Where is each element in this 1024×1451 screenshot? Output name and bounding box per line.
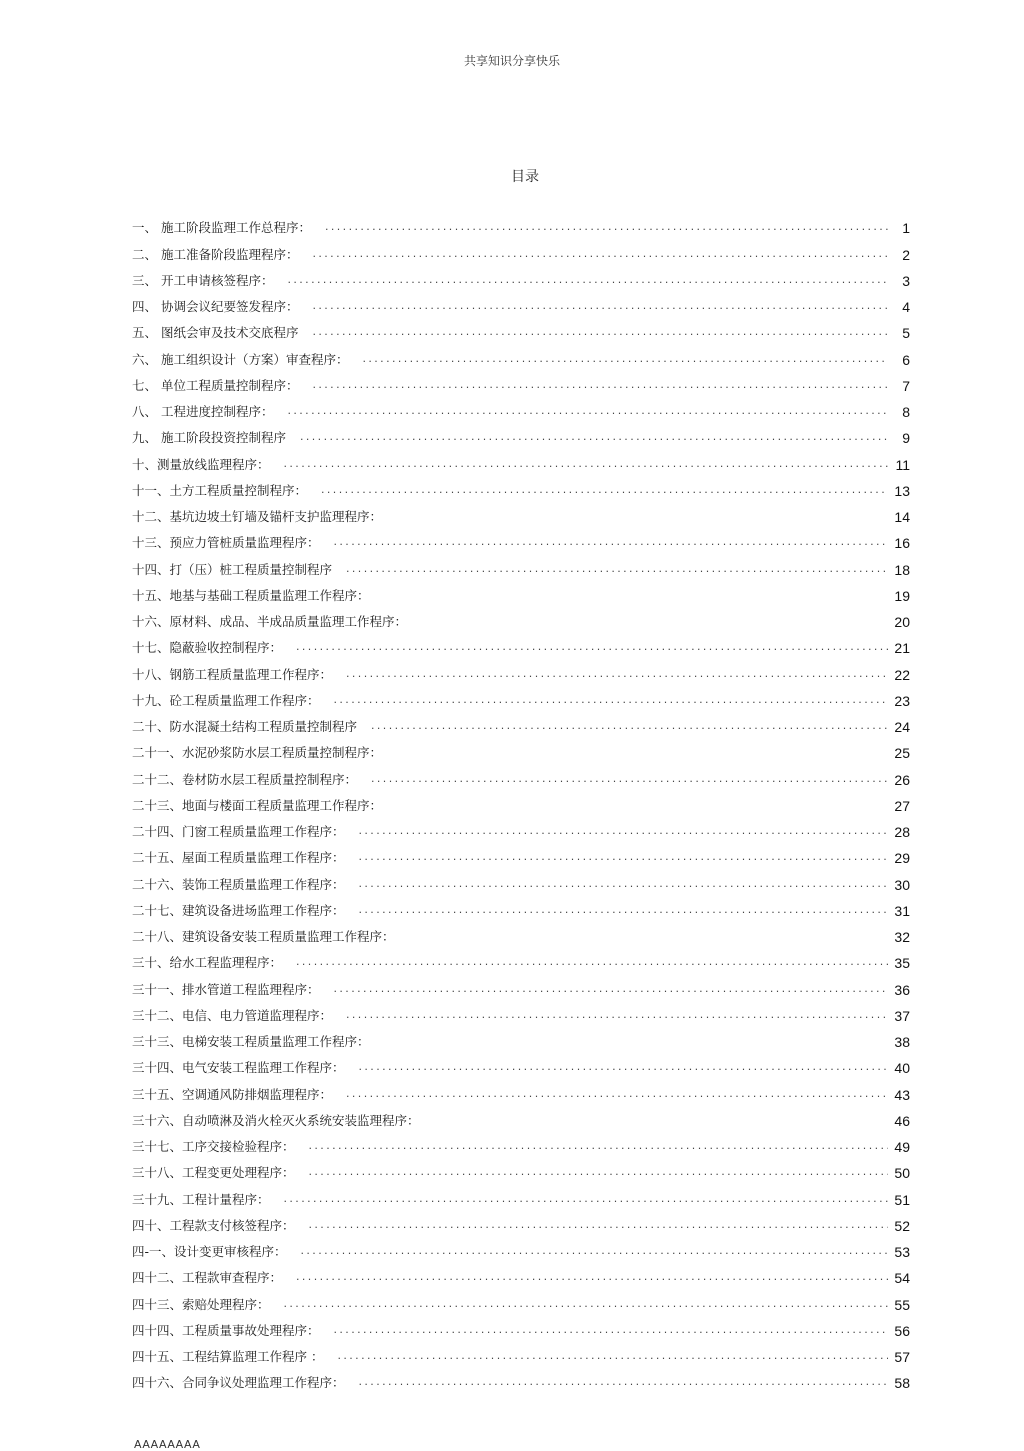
toc-entry[interactable]	[132, 656, 910, 682]
toc-entry[interactable]	[132, 1129, 910, 1155]
toc-entry-label: 四十二、工程款审查程序：	[132, 1270, 283, 1286]
toc-entry-page-number: 55	[894, 1296, 910, 1313]
toc-dot-leader	[334, 982, 888, 996]
toc-entry-page-number: 6	[902, 351, 910, 368]
toc-entry-label: 三十三、电梯安装工程质量监理工作程序：	[132, 1034, 370, 1049]
toc-entry[interactable]	[132, 499, 910, 525]
toc-entry-page-number: 24	[894, 719, 910, 735]
toc-dot-leader	[287, 273, 888, 287]
toc-entry-label: 四、 协调会议纪要签发程序：	[132, 299, 299, 314]
toc-entry-page-number: 38	[894, 1034, 910, 1050]
toc-entry[interactable]	[132, 971, 910, 997]
toc-entry-label: 十九、砼工程质量监理工作程序：	[132, 692, 320, 708]
toc-entry[interactable]	[132, 210, 910, 236]
toc-dot-leader	[359, 877, 888, 891]
toc-entry[interactable]	[132, 1339, 910, 1365]
toc-entry-page-number: 51	[894, 1191, 910, 1208]
toc-entry-page-number: 30	[894, 876, 910, 893]
toc-entry-label: 七、 单位工程质量控制程序：	[132, 377, 299, 393]
toc-entry[interactable]	[132, 709, 910, 735]
toc-entry-label: 十五、地基与基础工程质量监理工作程序：	[132, 587, 370, 603]
toc-entry[interactable]	[132, 1050, 910, 1076]
toc-dot-leader	[371, 772, 888, 786]
toc-dot-leader	[309, 1165, 888, 1179]
toc-entry-label: 八、 工程进度控制程序：	[132, 404, 274, 419]
toc-entry[interactable]	[132, 1313, 910, 1339]
toc-entry[interactable]	[132, 604, 910, 630]
toc-entry-label: 十三、预应力管桩质量监理程序：	[132, 535, 320, 551]
toc-entry[interactable]	[132, 289, 910, 315]
toc-entry-page-number: 27	[894, 797, 910, 814]
toc-entry[interactable]	[132, 788, 910, 814]
toc-entry[interactable]	[132, 630, 910, 656]
toc-entry[interactable]	[132, 1260, 910, 1286]
toc-entry-label: 二十三、地面与楼面工程质量监理工作程序：	[132, 797, 383, 813]
toc-entry-page-number: 35	[894, 955, 910, 972]
toc-entry-page-number: 53	[894, 1244, 910, 1260]
toc-entry-page-number: 13	[894, 482, 910, 499]
toc-entry-page-number: 5	[902, 325, 910, 342]
toc-entry-label: 二、 施工准备阶段监理程序：	[132, 246, 299, 262]
table-of-contents	[132, 210, 910, 1391]
toc-entry-page-number: 54	[894, 1270, 910, 1287]
toc-dot-leader	[359, 824, 888, 838]
toc-entry-label: 九、 施工阶段投资控制程序	[132, 430, 286, 446]
toc-entry-label: 四十六、合同争议处理监理工作程序：	[132, 1375, 345, 1391]
toc-entry-page-number: 58	[894, 1375, 910, 1392]
toc-entry[interactable]	[132, 1024, 910, 1050]
toc-entry-label: 二十一、水泥砂浆防水层工程质量控制程序：	[132, 745, 383, 761]
toc-entry-page-number: 57	[894, 1349, 910, 1365]
toc-entry[interactable]	[132, 236, 910, 262]
toc-dot-leader	[359, 903, 888, 917]
toc-dot-leader	[309, 1139, 888, 1153]
toc-entry-label: 三十四、电气安装工程监理工作程序：	[132, 1060, 345, 1076]
toc-entry[interactable]	[132, 1234, 910, 1260]
toc-entry-label: 二十四、门窗工程质量监理工作程序：	[132, 824, 345, 839]
toc-dot-leader	[301, 1244, 888, 1258]
toc-dot-leader	[337, 1349, 888, 1363]
toc-entry-page-number: 36	[894, 981, 910, 998]
toc-entry-page-number: 4	[902, 299, 910, 315]
toc-entry-label: 二十五、屋面工程质量监理工作程序：	[132, 850, 345, 866]
toc-dot-leader	[359, 850, 888, 864]
toc-dot-leader	[296, 955, 888, 969]
toc-dot-leader	[312, 247, 888, 261]
toc-entry-label: 十八、钢筋工程质量监理工作程序：	[132, 666, 333, 682]
toc-entry[interactable]	[132, 1286, 910, 1312]
toc-entry-page-number: 19	[894, 587, 910, 604]
toc-entry-page-number: 40	[894, 1060, 910, 1077]
toc-entry[interactable]	[132, 840, 910, 866]
toc-entry-label: 三、 开工申请核签程序：	[132, 272, 274, 288]
toc-dot-leader	[334, 535, 888, 549]
toc-entry-label: 四十五、工程结算监理工作程序 ：	[132, 1349, 324, 1364]
toc-entry-page-number: 16	[894, 535, 910, 552]
toc-entry[interactable]	[132, 735, 910, 761]
toc-dot-leader	[346, 562, 888, 576]
toc-entry[interactable]	[132, 315, 910, 341]
toc-entry-page-number: 2	[902, 246, 910, 263]
toc-entry-label: 二十七、建筑设备进场监理工作程序：	[132, 902, 345, 918]
toc-entry[interactable]	[132, 263, 910, 289]
toc-entry-label: 十一、土方工程质量控制程序：	[132, 482, 308, 498]
toc-entry[interactable]	[132, 919, 910, 945]
toc-entry-page-number: 22	[894, 666, 910, 683]
toc-entry-page-number: 3	[902, 272, 910, 289]
toc-entry-label: 十四、打（压）桩工程质量控制程序	[132, 561, 333, 577]
toc-dot-leader	[321, 483, 888, 497]
toc-dot-leader	[346, 1008, 888, 1022]
toc-entry-label: 三十九、工程计量程序：	[132, 1191, 270, 1207]
toc-entry-label: 十六、原材料、成品、半成品质量监理工作程序：	[132, 614, 408, 629]
toc-entry-label: 四十三、索赔处理程序：	[132, 1296, 270, 1312]
toc-entry-page-number: 50	[894, 1165, 910, 1182]
toc-dot-leader	[359, 1060, 888, 1074]
toc-entry-page-number: 28	[894, 824, 910, 840]
page-header: 共享知识分享快乐	[463, 54, 560, 68]
toc-entry[interactable]	[132, 578, 910, 604]
toc-dot-leader	[296, 1270, 888, 1284]
toc-dot-leader	[284, 457, 888, 471]
toc-dot-leader	[312, 299, 888, 313]
toc-entry-page-number: 46	[894, 1112, 910, 1129]
toc-entry[interactable]	[132, 998, 910, 1024]
toc-entry[interactable]	[132, 814, 910, 840]
toc-dot-leader	[334, 1323, 888, 1337]
toc-entry-label: 二十八、建筑设备安装工程质量监理工作程序：	[132, 929, 395, 944]
toc-entry[interactable]	[132, 394, 910, 420]
toc-entry-label: 一、 施工阶段监理工作总程序：	[132, 220, 311, 236]
toc-entry[interactable]	[132, 368, 910, 394]
toc-dot-leader	[362, 352, 888, 366]
toc-entry-page-number: 52	[894, 1217, 910, 1234]
toc-title: 目录	[511, 169, 539, 185]
toc-dot-leader	[334, 693, 888, 707]
toc-entry-page-number: 18	[894, 561, 910, 578]
toc-entry[interactable]	[132, 1155, 910, 1181]
toc-entry[interactable]	[132, 1103, 910, 1129]
toc-entry-page-number: 21	[894, 640, 910, 657]
toc-entry-page-number: 14	[894, 509, 910, 525]
toc-entry-page-number: 31	[894, 902, 910, 919]
toc-entry-page-number: 25	[894, 745, 910, 762]
toc-entry[interactable]	[132, 1181, 910, 1207]
toc-entry-page-number: 7	[902, 377, 910, 394]
toc-dot-leader	[300, 430, 888, 444]
page-footer: AAAAAAAA	[134, 1438, 201, 1451]
toc-entry[interactable]	[132, 341, 910, 367]
toc-entry-label: 三十七、工序交接检验程序：	[132, 1139, 295, 1154]
toc-entry[interactable]	[132, 1365, 910, 1391]
toc-dot-leader	[346, 1087, 888, 1101]
toc-entry-label: 三十五、空调通风防排烟监理程序：	[132, 1086, 333, 1102]
toc-entry[interactable]	[132, 473, 910, 499]
toc-entry-page-number: 26	[894, 771, 910, 788]
toc-dot-leader	[284, 1297, 888, 1311]
toc-entry-label: 四十四、工程质量事故处理程序：	[132, 1322, 320, 1338]
toc-entry-page-number: 20	[894, 614, 910, 630]
toc-entry[interactable]	[132, 945, 910, 971]
toc-entry-label: 三十、给水工程监理程序：	[132, 955, 283, 971]
toc-entry-label: 三十二、电信、电力管道监理程序：	[132, 1007, 333, 1023]
toc-entry-page-number: 11	[895, 456, 910, 473]
toc-dot-leader	[312, 378, 888, 392]
toc-entry-label: 三十八、工程变更处理程序：	[132, 1165, 295, 1181]
toc-entry-label: 五、 图纸会审及技术交底程序	[132, 325, 299, 341]
toc-entry-page-number: 9	[902, 430, 910, 447]
toc-entry[interactable]	[132, 893, 910, 919]
toc-entry-page-number: 8	[902, 404, 910, 420]
toc-dot-leader	[312, 325, 888, 339]
toc-entry-label: 六、 施工组织设计（方案）审查程序：	[132, 351, 349, 367]
toc-entry[interactable]	[132, 683, 910, 709]
toc-dot-leader	[371, 719, 888, 733]
toc-entry-page-number: 23	[894, 692, 910, 709]
toc-entry-label: 十七、隐蔽验收控制程序：	[132, 640, 283, 656]
toc-entry[interactable]	[132, 1076, 910, 1102]
toc-entry[interactable]	[132, 1208, 910, 1234]
toc-entry-label: 二十二、卷材防水层工程质量控制程序：	[132, 771, 358, 787]
toc-entry-page-number: 29	[894, 850, 910, 867]
toc-entry-label: 十二、基坑边坡土钉墙及锚杆支护监理程序：	[132, 509, 383, 524]
toc-entry-page-number: 56	[894, 1322, 910, 1339]
toc-entry-label: 三十六、自动喷淋及消火栓灭火系统安装监理程序：	[132, 1112, 420, 1128]
toc-entry[interactable]	[132, 525, 910, 551]
toc-entry-label: 二十六、装饰工程质量监理工作程序：	[132, 876, 345, 892]
toc-dot-leader	[284, 1192, 888, 1206]
toc-dot-leader	[359, 1375, 888, 1389]
toc-entry-page-number: 32	[894, 929, 910, 945]
toc-dot-leader	[287, 404, 888, 418]
toc-entry-page-number: 43	[894, 1086, 910, 1103]
toc-dot-leader	[296, 640, 888, 654]
toc-entry[interactable]	[132, 761, 910, 787]
toc-dot-leader	[325, 220, 888, 234]
toc-entry-label: 四-一、设计变更审核程序：	[132, 1244, 287, 1259]
toc-dot-leader	[346, 667, 888, 681]
toc-entry-page-number: 37	[894, 1007, 910, 1024]
toc-entry-label: 二十、防水混凝土结构工程质量控制程序	[132, 719, 358, 734]
toc-entry[interactable]	[132, 446, 910, 472]
toc-dot-leader	[309, 1218, 888, 1232]
toc-entry-label: 十、测量放线监理程序：	[132, 456, 270, 472]
toc-entry[interactable]	[132, 866, 910, 892]
toc-entry-label: 三十一、排水管道工程监理程序：	[132, 981, 320, 997]
toc-entry-page-number: 1	[902, 220, 910, 237]
toc-entry-page-number: 49	[894, 1139, 910, 1155]
toc-entry-label: 四十、工程款支付核签程序：	[132, 1217, 295, 1233]
toc-entry[interactable]	[132, 420, 910, 446]
toc-entry[interactable]	[132, 551, 910, 577]
